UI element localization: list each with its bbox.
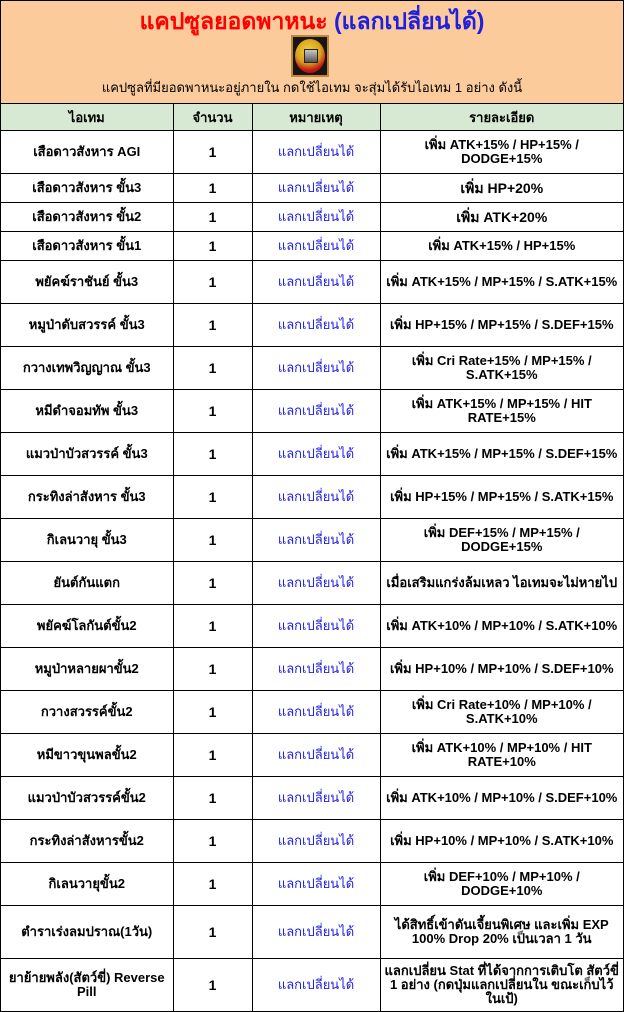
item-name: ยันต์กันแตก xyxy=(1,562,173,605)
item-detail: เพิ่ม ATK+15% / MP+15% / S.DEF+15% xyxy=(380,433,623,476)
item-detail: เพิ่ม HP+20% xyxy=(380,174,623,203)
table-row xyxy=(1,131,623,174)
table-row xyxy=(1,863,623,906)
table-header-row xyxy=(1,104,623,131)
chest-icon xyxy=(304,49,318,63)
item-note: แลกเปลี่ยนได้ xyxy=(252,605,380,648)
table-row xyxy=(1,304,623,347)
item-name: แมวป่าบัวสวรรค์ ขั้น3 xyxy=(1,433,173,476)
table-row xyxy=(1,433,623,476)
item-name: ยาย้ายพลัง(สัตว์ขี่) Reverse Pill xyxy=(1,959,173,1012)
item-name: หมีดำจอมทัพ ขั้น3 xyxy=(1,390,173,433)
item-name: เสือดาวสังหาร AGI xyxy=(1,131,173,174)
item-detail: เพิ่ม ATK+15% / HP+15% / DODGE+15% xyxy=(380,131,623,174)
item-quantity: 1 xyxy=(173,390,252,433)
item-name: หมูป่าหลายผาขั้น2 xyxy=(1,648,173,691)
table-row xyxy=(1,648,623,691)
table-row xyxy=(1,261,623,304)
title-tradeable: (แลกเปลี่ยนได้) xyxy=(334,8,485,34)
column-header-note: หมายเหตุ xyxy=(252,104,380,131)
title-main: แคปซูลยอดพาหนะ xyxy=(139,8,328,34)
item-note: แลกเปลี่ยนได้ xyxy=(252,906,380,959)
item-detail: เพิ่ม HP+10% / MP+10% / S.ATK+10% xyxy=(380,820,623,863)
item-detail: เพิ่ม HP+15% / MP+15% / S.DEF+15% xyxy=(380,304,623,347)
table-row xyxy=(1,519,623,562)
page-subtitle: แคปซูลที่มียอดพาหนะอยู่ภายใน กดใช้ไอเทม จะสุ่มได้รับไอเทม 1 อย่าง ดังนี้ xyxy=(101,80,523,95)
item-note: แลกเปลี่ยนได้ xyxy=(252,691,380,734)
item-name: พยัคฆ์ราชันย์ ขั้น3 xyxy=(1,261,173,304)
item-note: แลกเปลี่ยนได้ xyxy=(252,304,380,347)
item-note: แลกเปลี่ยนได้ xyxy=(252,476,380,519)
item-name: หมูป่าดับสวรรค์ ขั้น3 xyxy=(1,304,173,347)
item-note: แลกเปลี่ยนได้ xyxy=(252,203,380,232)
item-quantity: 1 xyxy=(173,820,252,863)
item-name: ตำราเร่งลมปราณ(1วัน) xyxy=(1,906,173,959)
item-name: หมีขาวขุนพลขั้น2 xyxy=(1,734,173,777)
table-row xyxy=(1,476,623,519)
item-note: แลกเปลี่ยนได้ xyxy=(252,777,380,820)
item-name: แมวป่าบัวสวรรค์ขั้น2 xyxy=(1,777,173,820)
item-detail: เพิ่ม HP+15% / MP+15% / S.ATK+15% xyxy=(380,476,623,519)
capsule-icon xyxy=(291,35,329,77)
item-detail: ได้สิทธิ์เข้าดันเจี้ยนพิเศษ และเพิ่ม EXP 100% Drop 20% เป็นเวลา 1 วัน xyxy=(380,906,623,959)
table-row xyxy=(1,203,623,232)
capsule-orb-icon xyxy=(295,39,325,73)
item-name: กระทิงล่าสังหารขั้น2 xyxy=(1,820,173,863)
table-row xyxy=(1,605,623,648)
item-quantity: 1 xyxy=(173,906,252,959)
item-quantity: 1 xyxy=(173,476,252,519)
item-note: แลกเปลี่ยนได้ xyxy=(252,820,380,863)
item-name: กวางสวรรค์ขั้น2 xyxy=(1,691,173,734)
item-quantity: 1 xyxy=(173,304,252,347)
item-note: แลกเปลี่ยนได้ xyxy=(252,519,380,562)
item-detail: เพิ่ม ATK+15% / MP+15% / HIT RATE+15% xyxy=(380,390,623,433)
item-note: แลกเปลี่ยนได้ xyxy=(252,648,380,691)
item-name: กิเลนวายุ ขั้น3 xyxy=(1,519,173,562)
item-note: แลกเปลี่ยนได้ xyxy=(252,863,380,906)
page-title xyxy=(1,7,623,35)
item-name: เสือดาวสังหาร ขั้น3 xyxy=(1,174,173,203)
item-detail: เพิ่ม DEF+15% / MP+15% / DODGE+15% xyxy=(380,519,623,562)
reward-table xyxy=(1,104,623,1011)
item-detail: แลกเปลี่ยน Stat ที่ได้จากการเติบโต สัตว์ขี่ 1 อย่าง (กดปุ่มแลกเปลี่ยนใน ขณะเก็บไว้ในเป้) xyxy=(380,959,623,1012)
table-row xyxy=(1,232,623,261)
item-name: พยัคฆ์โลกันต์ขั้น2 xyxy=(1,605,173,648)
item-detail: เพิ่ม Cri Rate+10% / MP+10% / S.ATK+10% xyxy=(380,691,623,734)
item-name: เสือดาวสังหาร ขั้น1 xyxy=(1,232,173,261)
item-detail: เพิ่ม ATK+10% / MP+10% / HIT RATE+10% xyxy=(380,734,623,777)
item-quantity: 1 xyxy=(173,174,252,203)
item-detail: เมื่อเสริมแกร่งล้มเหลว ไอเทมจะไม่หายไป xyxy=(380,562,623,605)
column-header-quantity: จำนวน xyxy=(173,104,252,131)
table-row xyxy=(1,691,623,734)
item-quantity: 1 xyxy=(173,347,252,390)
item-note: แลกเปลี่ยนได้ xyxy=(252,174,380,203)
item-detail: เพิ่ม Cri Rate+15% / MP+15% / S.ATK+15% xyxy=(380,347,623,390)
table-row xyxy=(1,390,623,433)
item-note: แลกเปลี่ยนได้ xyxy=(252,347,380,390)
item-name: กระทิงล่าสังหาร ขั้น3 xyxy=(1,476,173,519)
item-quantity: 1 xyxy=(173,734,252,777)
item-quantity: 1 xyxy=(173,433,252,476)
item-note: แลกเปลี่ยนได้ xyxy=(252,390,380,433)
table-row xyxy=(1,174,623,203)
item-name: กิเลนวายุขั้น2 xyxy=(1,863,173,906)
item-note: แลกเปลี่ยนได้ xyxy=(252,261,380,304)
item-name: เสือดาวสังหาร ขั้น2 xyxy=(1,203,173,232)
item-quantity: 1 xyxy=(173,232,252,261)
item-quantity: 1 xyxy=(173,562,252,605)
item-detail: เพิ่ม ATK+15% / MP+15% / S.ATK+15% xyxy=(380,261,623,304)
table-body xyxy=(1,131,623,1012)
column-header-item: ไอเทม xyxy=(1,104,173,131)
item-note: แลกเปลี่ยนได้ xyxy=(252,562,380,605)
item-quantity: 1 xyxy=(173,959,252,1012)
item-note: แลกเปลี่ยนได้ xyxy=(252,959,380,1012)
table-row xyxy=(1,820,623,863)
item-quantity: 1 xyxy=(173,691,252,734)
item-detail: เพิ่ม DEF+10% / MP+10% / DODGE+10% xyxy=(380,863,623,906)
item-note: แลกเปลี่ยนได้ xyxy=(252,433,380,476)
item-quantity: 1 xyxy=(173,605,252,648)
item-quantity: 1 xyxy=(173,777,252,820)
table-row xyxy=(1,906,623,959)
item-detail: เพิ่ม ATK+15% / HP+15% xyxy=(380,232,623,261)
item-detail: เพิ่ม ATK+10% / MP+10% / S.DEF+10% xyxy=(380,777,623,820)
table-row xyxy=(1,347,623,390)
item-note: แลกเปลี่ยนได้ xyxy=(252,734,380,777)
item-quantity: 1 xyxy=(173,519,252,562)
item-quantity: 1 xyxy=(173,863,252,906)
item-note: แลกเปลี่ยนได้ xyxy=(252,131,380,174)
page-header xyxy=(1,1,623,104)
item-detail: เพิ่ม HP+10% / MP+10% / S.DEF+10% xyxy=(380,648,623,691)
item-detail: เพิ่ม ATK+20% xyxy=(380,203,623,232)
item-note: แลกเปลี่ยนได้ xyxy=(252,232,380,261)
table-row xyxy=(1,562,623,605)
item-quantity: 1 xyxy=(173,131,252,174)
column-header-detail: รายละเอียด xyxy=(380,104,623,131)
item-detail: เพิ่ม ATK+10% / MP+10% / S.ATK+10% xyxy=(380,605,623,648)
table-row xyxy=(1,959,623,1012)
item-name: กวางเทพวิญญาณ ขั้น3 xyxy=(1,347,173,390)
item-quantity: 1 xyxy=(173,203,252,232)
item-quantity: 1 xyxy=(173,261,252,304)
table-row xyxy=(1,777,623,820)
item-quantity: 1 xyxy=(173,648,252,691)
table-row xyxy=(1,734,623,777)
